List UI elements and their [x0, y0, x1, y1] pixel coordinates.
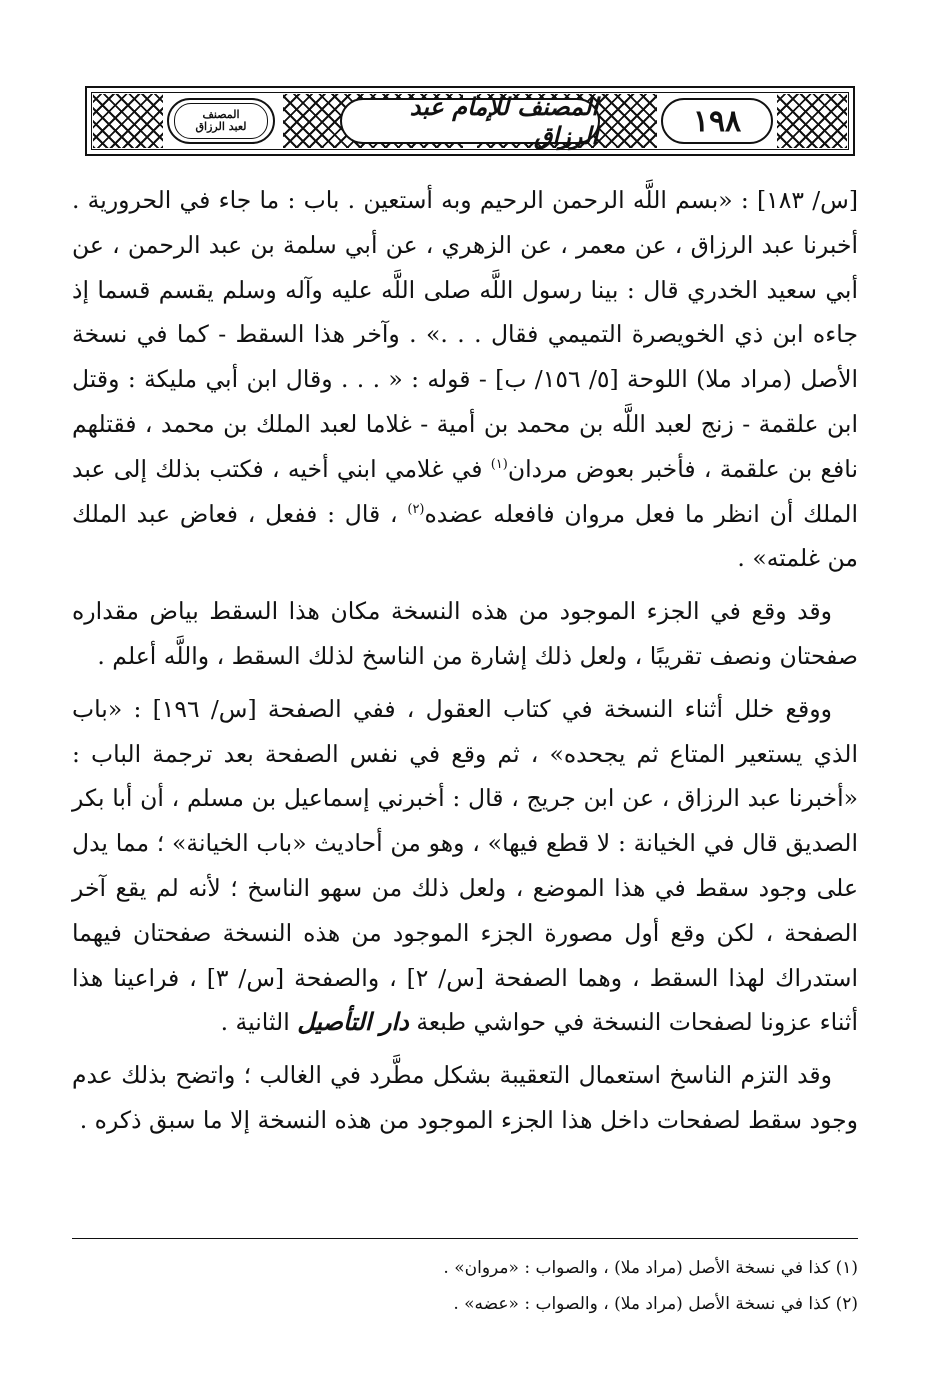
- running-title: المصنف للإمام عبد الرزاق: [340, 98, 600, 144]
- page-number: ١٩٨: [661, 98, 773, 144]
- text-line: ونصف تقريبًا ، ولعل ذلك إشارة من الناسخ لذلك السقط ، واللَّه أعلم .: [97, 641, 772, 670]
- text-line: فأخبر بعوض مردان: [507, 454, 696, 483]
- seal-inner: [174, 103, 268, 139]
- running-header: [85, 86, 855, 156]
- text-line: وقد التزم الناسخ استعمال التعقيبة بشكل مطَّرد في الغالب ؛ واتضح بذلك عدم: [72, 1061, 832, 1090]
- paragraph-gap: [72, 679, 858, 687]
- text-line: أبي سعيد الخدري قال : بينا رسول اللَّه صلى اللَّه عليه وآله وسلم يقسم قسما إذ جاءه: [72, 275, 858, 349]
- book-seal-logo: [167, 98, 275, 144]
- text-line: الذي يستعير المتاع ثم يجحده» ، ثم وقع في نفس الصفحة بعد ترجمة الباب : «أخبرنا: [72, 739, 858, 813]
- footnotes: [72, 1250, 858, 1322]
- footnote-ref-1[interactable]: (١): [490, 456, 508, 472]
- text-line: ما فعل مروان فافعله عضده: [424, 499, 705, 528]
- text-line: ، قال : ففعل ، فعاض عبد الملك من غلمته» .: [72, 499, 858, 573]
- text-line: [س/ ١٨٣] : «بسم اللَّه الرحمن الرحيم وبه أستعين . باب : ما جاء في الحرورية .: [72, 186, 858, 214]
- header-ornament-right: [777, 94, 847, 148]
- footnote-2: (٢) كذا في نسخة الأصل (مراد ملا) ، والصواب : «عضه» .: [453, 1294, 858, 1314]
- text-line: الصفحة [س/ ٢] ، والصفحة [س/ ٣] ، فراعينا هذا أثناء عزونا لصفحات النسخة: [72, 963, 858, 1037]
- footnote-1: (١) كذا في نسخة الأصل (مراد ملا) ، والصواب : «مروان» .: [443, 1258, 858, 1278]
- footnote-separator: [72, 1238, 858, 1239]
- paragraph-4: [72, 1053, 858, 1143]
- text-line: أخبرنا عبد الرزاق ، عن معمر ، عن الزهري ، عن أبي سلمة بن عبد الرحمن ، عن: [72, 230, 858, 259]
- text-line: في حواشي طبعة: [416, 1008, 585, 1037]
- seal-lettering: المصنف لعبد الرزاق: [195, 107, 247, 133]
- paragraph-gap: [72, 581, 858, 589]
- footnote-ref-2[interactable]: (٢): [407, 501, 425, 517]
- page-body: [72, 178, 858, 1143]
- text-line: عبد الرزاق ، عن ابن جريج ، قال : أخبرني إسماعيل بن مسلم ، أن أبا بكر الصديق قال: [72, 784, 858, 858]
- text-line: ملا) اللوحة [٥/ ١٥٦/ ب] - قوله : « . . . وقال ابن أبي مليكة : وقتل ابن علقمة -: [72, 365, 858, 438]
- text-line: ابن ذي الخويصرة التميمي فقال . . .» . وآخر هذا السقط - كما في نسخة الأصل (مراد: [72, 320, 858, 394]
- text-line: الثانية .: [220, 1008, 298, 1037]
- text-line: في غلامي ابني أخيه ، فكتب بذلك إلى عبد الملك أن انظر: [72, 454, 858, 528]
- text-line: مصورة الجزء الموجود من هذه النسخة صفحتان فيهما استدراك لهذا السقط ، وهما: [72, 918, 858, 992]
- paragraph-gap: [72, 1045, 858, 1053]
- paragraph-2: [72, 589, 858, 679]
- publisher-name: دار التأصيل: [297, 1007, 409, 1037]
- text-line: زنج لعبد اللَّه بن محمد بن أمية - غلاما لعبد الملك بن محمد ، فقتلهم نافع بن علقمة ،: [72, 409, 858, 483]
- paragraph-3: [72, 687, 858, 1045]
- header-ornament-left: [93, 94, 163, 148]
- text-line: وقد وقع في الجزء الموجود من هذه النسخة مكان هذا السقط بياض مقداره صفحتان: [72, 597, 858, 670]
- text-line: في الخيانة : لا قطع فيها» ، وهو من أحاديث «باب الخيانة» ؛ مما يدل على وجود سقط في: [72, 829, 858, 902]
- text-line: وجود سقط لصفحات داخل هذا الجزء الموجود من هذه النسخة إلا ما سبق ذكره .: [79, 1105, 858, 1134]
- paragraph-1: [72, 178, 858, 581]
- text-line: ووقع خلل أثناء النسخة في كتاب العقول ، ففي الصفحة [س/ ١٩٦] : «باب: [72, 694, 832, 723]
- text-line: هذا الموضع ، ولعل ذلك من سهو الناسخ ؛ لأنه لم يقع آخر الصفحة ، لكن وقع أول: [72, 873, 858, 947]
